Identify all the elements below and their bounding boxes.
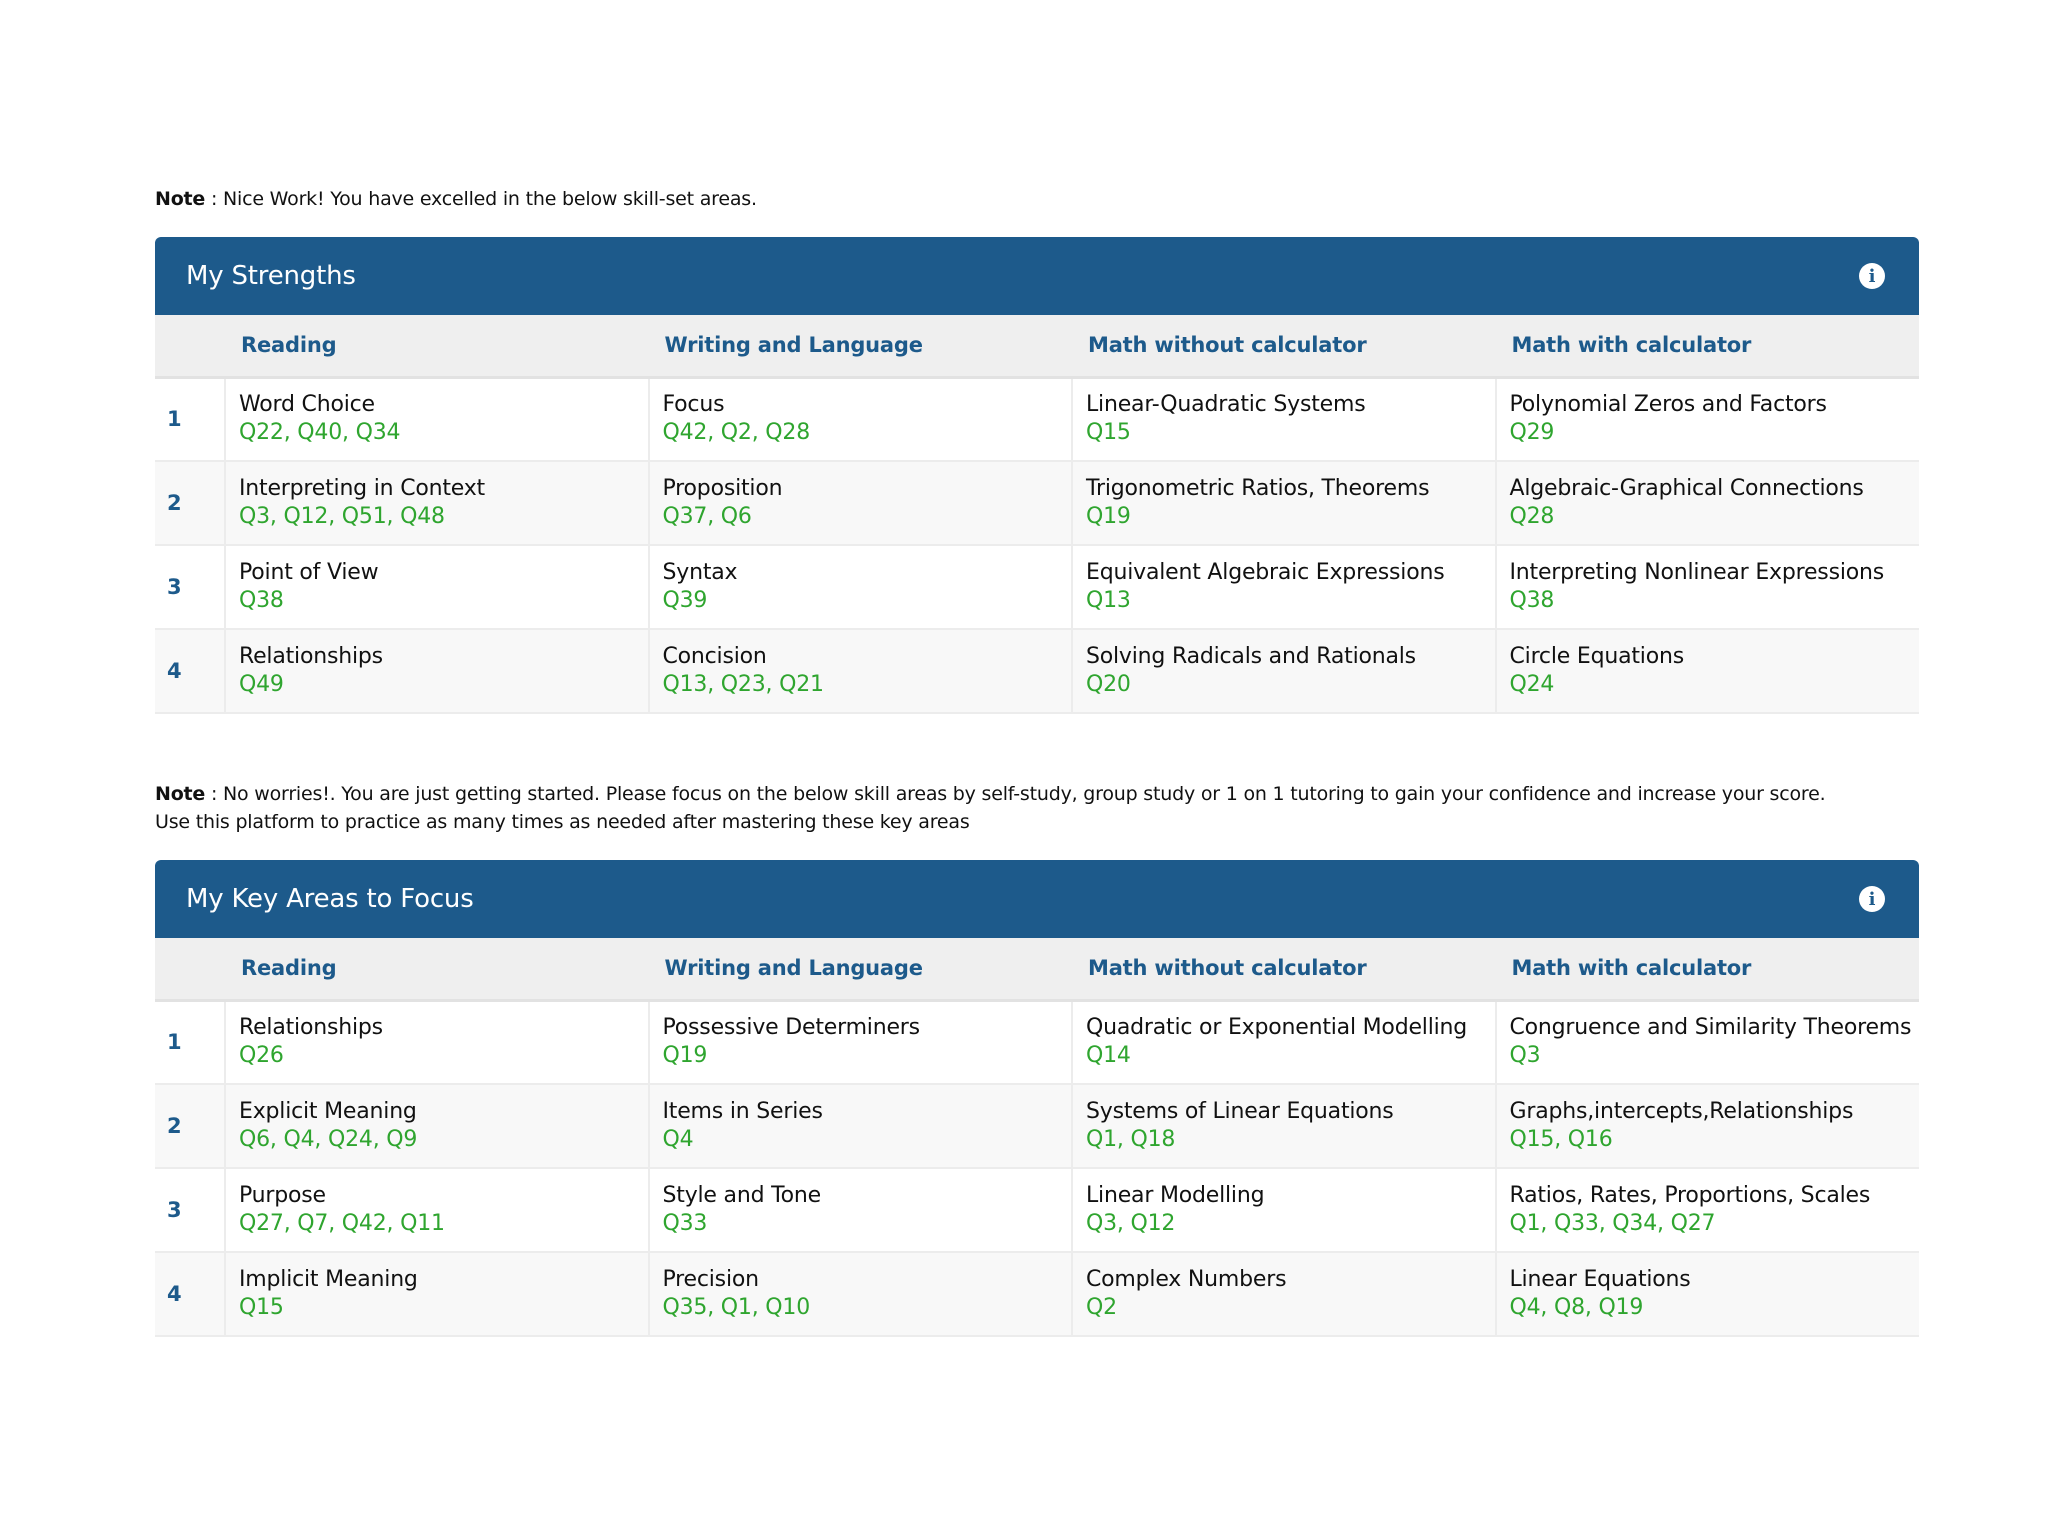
row-number: 2 xyxy=(155,461,225,545)
skill-cell xyxy=(225,377,649,461)
skill-name: Concision xyxy=(662,644,767,669)
skill-name: Style and Tone xyxy=(662,1183,821,1208)
skill-cell xyxy=(225,629,649,713)
table-row xyxy=(155,545,1919,629)
skill-name: Implicit Meaning xyxy=(239,1267,418,1292)
skill-name: Relationships xyxy=(239,1015,383,1041)
strengths-note xyxy=(155,185,1915,213)
panel-header xyxy=(155,237,1919,315)
header-math-with-calculator: Math with calculator xyxy=(1496,938,1920,1000)
skill-name: Interpreting Nonlinear Expressions xyxy=(1509,560,1885,585)
focus-note xyxy=(155,780,1915,836)
question-links[interactable]: Q15 xyxy=(1086,420,1131,446)
question-links[interactable]: Q4 xyxy=(662,1127,694,1152)
question-links[interactable]: Q6, Q4, Q24, Q9 xyxy=(239,1127,418,1152)
skill-cell xyxy=(1072,1252,1496,1336)
skill-name: Graphs,intercepts,Relationships xyxy=(1509,1099,1854,1124)
question-links[interactable]: Q14 xyxy=(1086,1043,1131,1069)
question-links[interactable]: Q15 xyxy=(239,1295,284,1320)
skill-name: Congruence and Similarity Theorems xyxy=(1509,1015,1912,1041)
skill-cell xyxy=(649,377,1073,461)
info-icon[interactable]: i xyxy=(1859,263,1885,289)
skill-name: Possessive Determiners xyxy=(662,1015,920,1041)
table-header-row xyxy=(155,938,1919,1000)
skill-name: Items in Series xyxy=(662,1099,823,1124)
header-reading: Reading xyxy=(225,938,649,1000)
strengths-panel xyxy=(155,237,1919,714)
header-reading: Reading xyxy=(225,315,649,377)
skill-cell xyxy=(225,1084,649,1168)
row-number: 3 xyxy=(155,545,225,629)
table-row xyxy=(155,377,1919,461)
question-links[interactable]: Q29 xyxy=(1509,420,1555,446)
skill-name: Systems of Linear Equations xyxy=(1086,1099,1394,1124)
skill-cell xyxy=(649,1000,1073,1084)
header-math-without-calculator: Math without calculator xyxy=(1072,938,1496,1000)
skill-name: Relationships xyxy=(239,644,383,669)
note-label: Note xyxy=(155,188,206,210)
question-links[interactable]: Q42, Q2, Q28 xyxy=(662,420,811,446)
header-number xyxy=(155,938,225,1000)
question-links[interactable]: Q15, Q16 xyxy=(1509,1127,1613,1152)
skill-name: Linear-Quadratic Systems xyxy=(1086,392,1366,418)
skill-cell xyxy=(1072,1000,1496,1084)
skill-cell xyxy=(1496,1000,1920,1084)
header-math-with-calculator: Math with calculator xyxy=(1496,315,1920,377)
question-links[interactable]: Q13, Q23, Q21 xyxy=(662,672,824,697)
question-links[interactable]: Q4, Q8, Q19 xyxy=(1509,1295,1644,1320)
skill-cell xyxy=(1496,377,1920,461)
question-links[interactable]: Q2 xyxy=(1086,1295,1117,1320)
skill-cell xyxy=(1072,1084,1496,1168)
skill-name: Quadratic or Exponential Modelling xyxy=(1086,1015,1468,1041)
strengths-table xyxy=(155,315,1919,714)
skill-name: Linear Modelling xyxy=(1086,1183,1265,1208)
question-links[interactable]: Q37, Q6 xyxy=(662,504,752,529)
skill-cell xyxy=(225,1168,649,1252)
skill-cell xyxy=(1496,1252,1920,1336)
skill-cell xyxy=(225,545,649,629)
table-header-row xyxy=(155,315,1919,377)
row-number: 3 xyxy=(155,1168,225,1252)
skill-cell xyxy=(1072,377,1496,461)
skill-name: Purpose xyxy=(239,1183,326,1208)
skill-name: Explicit Meaning xyxy=(239,1099,417,1124)
skill-name: Solving Radicals and Rationals xyxy=(1086,644,1416,669)
skill-cell xyxy=(225,1000,649,1084)
skill-cell xyxy=(1496,1084,1920,1168)
table-row xyxy=(155,1000,1919,1084)
question-links[interactable]: Q22, Q40, Q34 xyxy=(239,420,401,446)
skill-cell xyxy=(649,1252,1073,1336)
header-number xyxy=(155,315,225,377)
skill-name: Polynomial Zeros and Factors xyxy=(1509,392,1827,418)
table-row xyxy=(155,461,1919,545)
skill-name: Point of View xyxy=(239,560,379,585)
skill-cell xyxy=(225,1252,649,1336)
question-links[interactable]: Q1, Q33, Q34, Q27 xyxy=(1509,1211,1716,1236)
header-math-without-calculator: Math without calculator xyxy=(1072,315,1496,377)
question-links[interactable]: Q26 xyxy=(239,1043,284,1069)
skill-cell xyxy=(225,461,649,545)
skill-cell xyxy=(1496,461,1920,545)
skill-cell xyxy=(649,629,1073,713)
question-links[interactable]: Q38 xyxy=(1509,588,1555,613)
note-text-2: Use this platform to practice as many times as needed after mastering these key areas xyxy=(155,811,970,833)
question-links[interactable]: Q38 xyxy=(239,588,284,613)
panel-title: My Strengths xyxy=(186,261,356,291)
skill-name: Interpreting in Context xyxy=(239,476,485,501)
question-links[interactable]: Q49 xyxy=(239,672,284,697)
skill-cell xyxy=(649,461,1073,545)
skill-cell xyxy=(1072,545,1496,629)
question-links[interactable]: Q24 xyxy=(1509,672,1555,697)
skill-name: Word Choice xyxy=(239,392,375,418)
table-row xyxy=(155,1084,1919,1168)
question-links[interactable]: Q19 xyxy=(662,1043,708,1069)
question-links[interactable]: Q1, Q18 xyxy=(1086,1127,1176,1152)
question-links[interactable]: Q13 xyxy=(1086,588,1131,613)
skill-name: Trigonometric Ratios, Theorems xyxy=(1086,476,1430,501)
table-row xyxy=(155,1252,1919,1336)
note-text: : No worries!. You are just getting started. Please focus on the below skill areas by self-study, group study or 1 on 1 tutoring to gain your confidence and increase your score. xyxy=(205,783,1826,805)
note-label: Note xyxy=(155,783,206,805)
key-areas-panel xyxy=(155,860,1919,1337)
question-links[interactable]: Q20 xyxy=(1086,672,1131,697)
question-links[interactable]: Q19 xyxy=(1086,504,1131,529)
row-number: 4 xyxy=(155,1252,225,1336)
info-icon[interactable]: i xyxy=(1859,886,1885,912)
row-number: 1 xyxy=(155,1000,225,1084)
skill-cell xyxy=(649,1168,1073,1252)
skill-name: Linear Equations xyxy=(1509,1267,1691,1292)
header-writing-and-language: Writing and Language xyxy=(649,315,1073,377)
skill-cell xyxy=(1496,1168,1920,1252)
skill-name: Algebraic-Graphical Connections xyxy=(1509,476,1864,501)
question-links[interactable]: Q35, Q1, Q10 xyxy=(662,1295,811,1320)
skill-cell xyxy=(649,1084,1073,1168)
row-number: 1 xyxy=(155,377,225,461)
row-number: 4 xyxy=(155,629,225,713)
panel-header xyxy=(155,860,1919,938)
panel-title: My Key Areas to Focus xyxy=(186,884,474,914)
skill-cell xyxy=(1072,461,1496,545)
skill-name: Circle Equations xyxy=(1509,644,1684,669)
question-links[interactable]: Q3 xyxy=(1509,1043,1541,1069)
question-links[interactable]: Q3, Q12, Q51, Q48 xyxy=(239,504,445,529)
skill-cell xyxy=(1072,629,1496,713)
strengths-table-body xyxy=(155,377,1919,713)
skill-name: Complex Numbers xyxy=(1086,1267,1287,1292)
header-writing-and-language: Writing and Language xyxy=(649,938,1073,1000)
key-areas-table-body xyxy=(155,1000,1919,1336)
note-text: : Nice Work! You have excelled in the below skill-set areas. xyxy=(205,188,757,210)
key-areas-table xyxy=(155,938,1919,1337)
question-links[interactable]: Q27, Q7, Q42, Q11 xyxy=(239,1211,445,1236)
skill-name: Proposition xyxy=(662,476,783,501)
skill-name: Focus xyxy=(662,392,725,418)
question-links[interactable]: Q39 xyxy=(662,588,708,613)
skill-cell xyxy=(1496,545,1920,629)
skill-cell xyxy=(649,545,1073,629)
skill-name: Ratios, Rates, Proportions, Scales xyxy=(1509,1183,1871,1208)
skill-name: Syntax xyxy=(662,560,738,585)
table-row xyxy=(155,629,1919,713)
question-links[interactable]: Q3, Q12 xyxy=(1086,1211,1176,1236)
row-number: 2 xyxy=(155,1084,225,1168)
question-links[interactable]: Q33 xyxy=(662,1211,708,1236)
skill-cell xyxy=(1072,1168,1496,1252)
table-row xyxy=(155,1168,1919,1252)
skill-cell xyxy=(1496,629,1920,713)
skill-name: Precision xyxy=(662,1267,759,1292)
skill-name: Equivalent Algebraic Expressions xyxy=(1086,560,1445,585)
question-links[interactable]: Q28 xyxy=(1509,504,1555,529)
